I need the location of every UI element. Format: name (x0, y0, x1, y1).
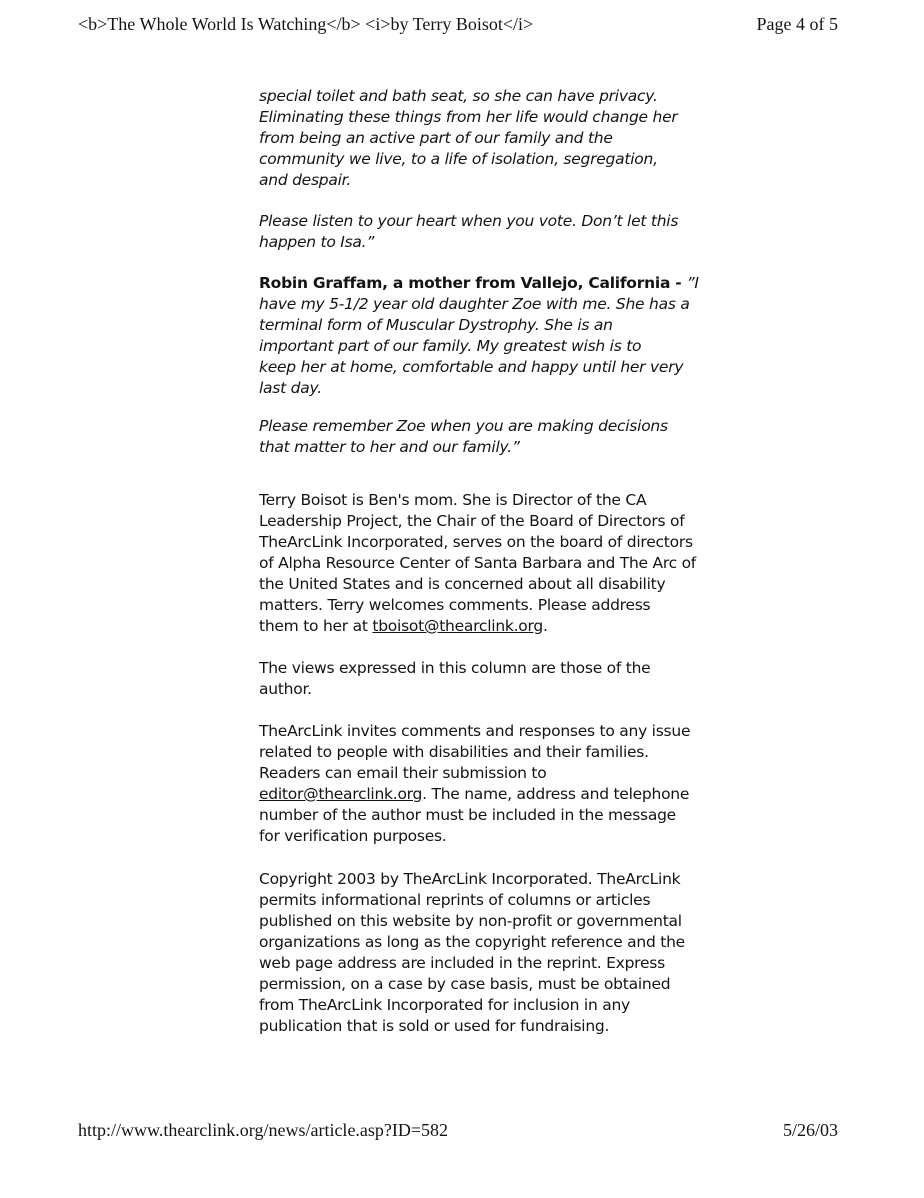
submission-invite-paragraph (259, 721, 749, 847)
text-line: community we live, to a life of isolation, segregation, (259, 150, 658, 168)
text-line: matters. Terry welcomes comments. Please address (259, 596, 651, 614)
text-line: The views expressed in this column are those of the (259, 659, 651, 677)
text-line: Copyright 2003 by TheArcLink Incorporated. TheArcLink (259, 870, 681, 888)
text-line: Eliminating these things from her life would change her (259, 108, 678, 126)
speaker-name: Robin Graffam, a mother from Vallejo, California - (259, 274, 687, 292)
text-fragment: . The name, address and telephone (422, 785, 690, 803)
editor-email-link[interactable]: editor@thearclink.org (259, 785, 423, 803)
text-line: Terry Boisot is Ben's mom. She is Director of the CA (259, 491, 647, 509)
text-line: web page address are included in the reprint. Express (259, 954, 665, 972)
text-line: from being an active part of our family and the (259, 129, 613, 147)
text-line: TheArcLink invites comments and responses to any issue (259, 722, 691, 740)
text-line: from TheArcLink Incorporated for inclusion in any (259, 996, 630, 1014)
text-line: related to people with disabilities and their families. (259, 743, 649, 761)
text-line: TheArcLink Incorporated, serves on the board of directors (259, 533, 693, 551)
robin-quote-paragraph (259, 273, 749, 399)
text-line: Leadership Project, the Chair of the Board of Directors of (259, 512, 685, 530)
footer-url: http://www.thearclink.org/news/article.asp?ID=582 (78, 1120, 449, 1140)
text-line: Please listen to your heart when you vote. Don’t let this (259, 212, 679, 230)
text-line: the United States and is concerned about all disability (259, 575, 666, 593)
text-line: Please remember Zoe when you are making decisions (259, 417, 668, 435)
zoe-closing-paragraph (259, 416, 749, 458)
text-line: of Alpha Resource Center of Santa Barbara and The Arc of (259, 554, 697, 572)
copyright-paragraph (259, 869, 749, 1037)
text-line: organizations as long as the copyright reference and the (259, 933, 685, 951)
isa-quote-paragraph (259, 86, 749, 191)
page-header-title: <b>The Whole World Is Watching</b> <i>by Terry Boisot</i> (78, 14, 534, 34)
text-line: and despair. (259, 171, 352, 189)
text-line: Readers can email their submission to (259, 764, 547, 782)
page-number: Page 4 of 5 (756, 14, 838, 34)
text-line: keep her at home, comfortable and happy until her very (259, 358, 684, 376)
text-fragment: . (542, 617, 548, 635)
views-disclaimer-paragraph (259, 658, 749, 700)
footer-date: 5/26/03 (782, 1120, 838, 1140)
text-line (259, 784, 749, 805)
quote-open: ”I (686, 274, 699, 292)
text-line: publication that is sold or used for fundraising. (259, 1017, 610, 1035)
text-line: author. (259, 680, 312, 698)
text-line: permits informational reprints of columns or articles (259, 891, 651, 909)
author-bio-paragraph (259, 490, 749, 637)
text-line: have my 5-1/2 year old daughter Zoe with me. She has a (259, 295, 690, 313)
text-line: number of the author must be included in the message (259, 806, 676, 824)
text-line: last day. (259, 379, 322, 397)
text-line: for verification purposes. (259, 827, 447, 845)
author-email-link[interactable]: tboisot@thearclink.org (372, 617, 543, 635)
text-line: special toilet and bath seat, so she can have privacy. (259, 87, 658, 105)
text-line (259, 616, 749, 637)
text-line: permission, on a case by case basis, must be obtained (259, 975, 671, 993)
isa-closing-paragraph (259, 211, 749, 253)
text-line (259, 273, 749, 294)
text-line: important part of our family. My greatest wish is to (259, 337, 642, 355)
text-line: terminal form of Muscular Dystrophy. She is an (259, 316, 613, 334)
text-fragment: them to her at (259, 617, 373, 635)
text-line: happen to Isa.” (259, 233, 375, 251)
text-line: that matter to her and our family.” (259, 438, 520, 456)
text-line: published on this website by non-profit or governmental (259, 912, 682, 930)
